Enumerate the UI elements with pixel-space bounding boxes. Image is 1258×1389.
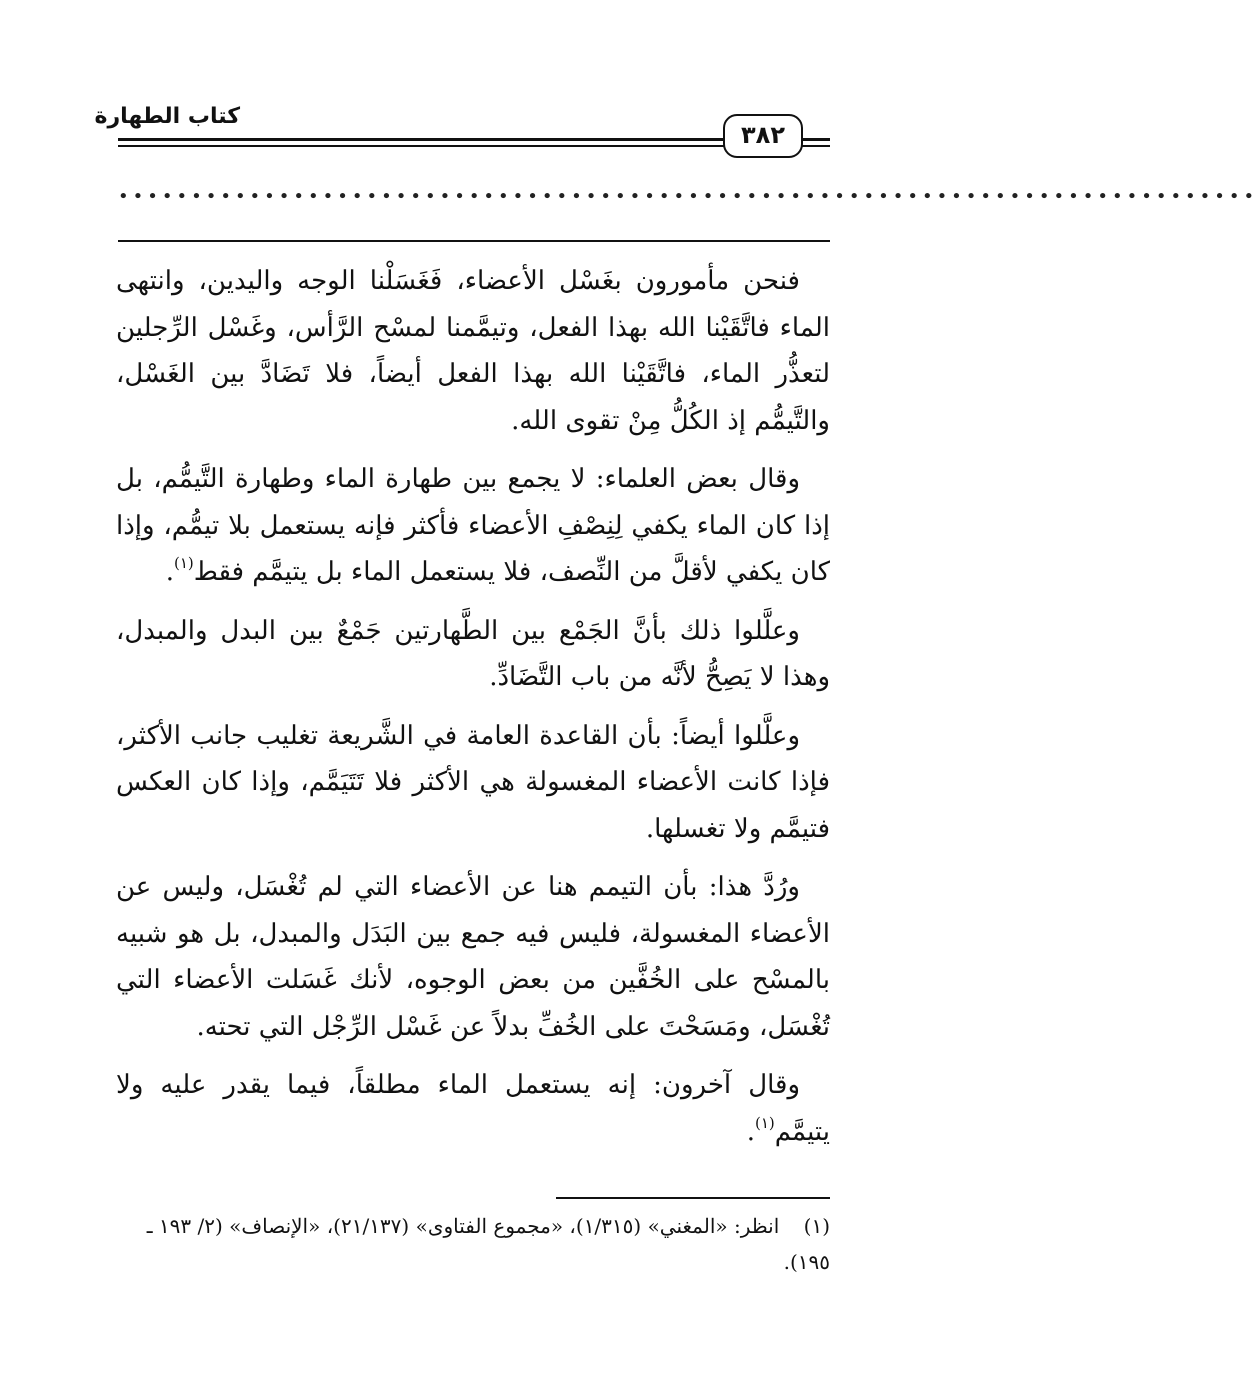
paragraph-4: وعلَّلوا أيضاً: بأن القاعدة العامة في الشَّريعة تغليب جانب الأكثر، فإذا كانت الأعضاء المغسولة هي الأكثر فلا تَتَيَمَّم، وإذا كان العكس فتيمَّم ولا تغسلها.	[116, 720, 830, 844]
footnote-number: (١)	[803, 1214, 830, 1238]
paragraph-5: ورُدَّ هذا: بأن التيمم هنا عن الأعضاء التي لم تُغْسَل، وليس عن الأعضاء المغسولة، فليس فيه جمع بين البَدَل والمبدل، بل هو شبيه بالمسْح على الخُفَّين من بعض الوجوه، لأنك غَسَلت الأعضاء التي تُغْسَل، ومَسَحْتَ على الخُفِّ بدلاً عن غَسْل الرِّجْل التي تحته.	[116, 872, 830, 1042]
footnote-ref-2: (١)	[754, 1113, 775, 1132]
paragraph-6-end: .	[746, 1116, 755, 1147]
paragraph-6	[116, 1062, 830, 1155]
page-number-badge: ٣٨٢	[723, 114, 803, 158]
page-header	[94, 100, 830, 160]
footnote-text: انظر: «المغني» (١/٣١٥)، «مجموع الفتاوى» (٢١/١٣٧)، «الإنصاف» (٢/ ١٩٣ ـ ١٩٥).	[146, 1214, 830, 1274]
paragraph-2-text: وقال بعض العلماء: لا يجمع بين طهارة الماء وطهارة التَّيمُّم، بل إذا كان الماء يكفي لِنِصْفِ الأعضاء فأكثر فإنه يستعمل بلا تيمُّم، وإذا كان يكفي لأقلَّ من النِّصف، فلا يستعمل الماء بل يتيمَّم فقط	[116, 464, 830, 587]
main-text	[116, 258, 830, 1167]
footnote-item	[116, 1208, 830, 1280]
paragraph-2	[116, 456, 830, 596]
footnotes	[116, 1208, 830, 1280]
paragraph-1: فنحن مأمورون بغَسْل الأعضاء، فَغَسَلْنا الوجه واليدين، وانتهى الماء فاتَّقَيْنا الله بهذا الفعل، وتيمَّمنا لمسْح الرَّأس، وغَسْل الرِّجلين لتعذُّر الماء، فاتَّقَيْنا الله بهذا الفعل أيضاً، فلا تَضَادَّ بين الغَسْل، والتَّيمُّم إذ الكُلُّ مِنْ تقوى الله.	[116, 266, 830, 436]
section-rule	[118, 240, 830, 242]
footnote-rule	[556, 1197, 830, 1199]
paragraph-2-end: .	[165, 557, 174, 587]
footnote-ref-1: (١)	[173, 554, 194, 572]
dotted-separator: ••••••••••••••••••••••••••••••••••••••••••••••••••••••••••••••••••••••••••••••	[118, 186, 1258, 207]
paragraph-3: وعلَّلوا ذلك بأنَّ الجَمْع بين الطَّهارتين جَمْعٌ بين البدل والمبدل، وهذا لا يَصِحُّ لأنَّه من باب التَّضَادِّ.	[116, 615, 830, 692]
running-title: كتاب الطهارة	[94, 104, 240, 129]
paragraph-6-text: وقال آخرون: إنه يستعمل الماء مطلقاً، فيما يقدر عليه ولا يتيمَّم	[116, 1070, 830, 1147]
